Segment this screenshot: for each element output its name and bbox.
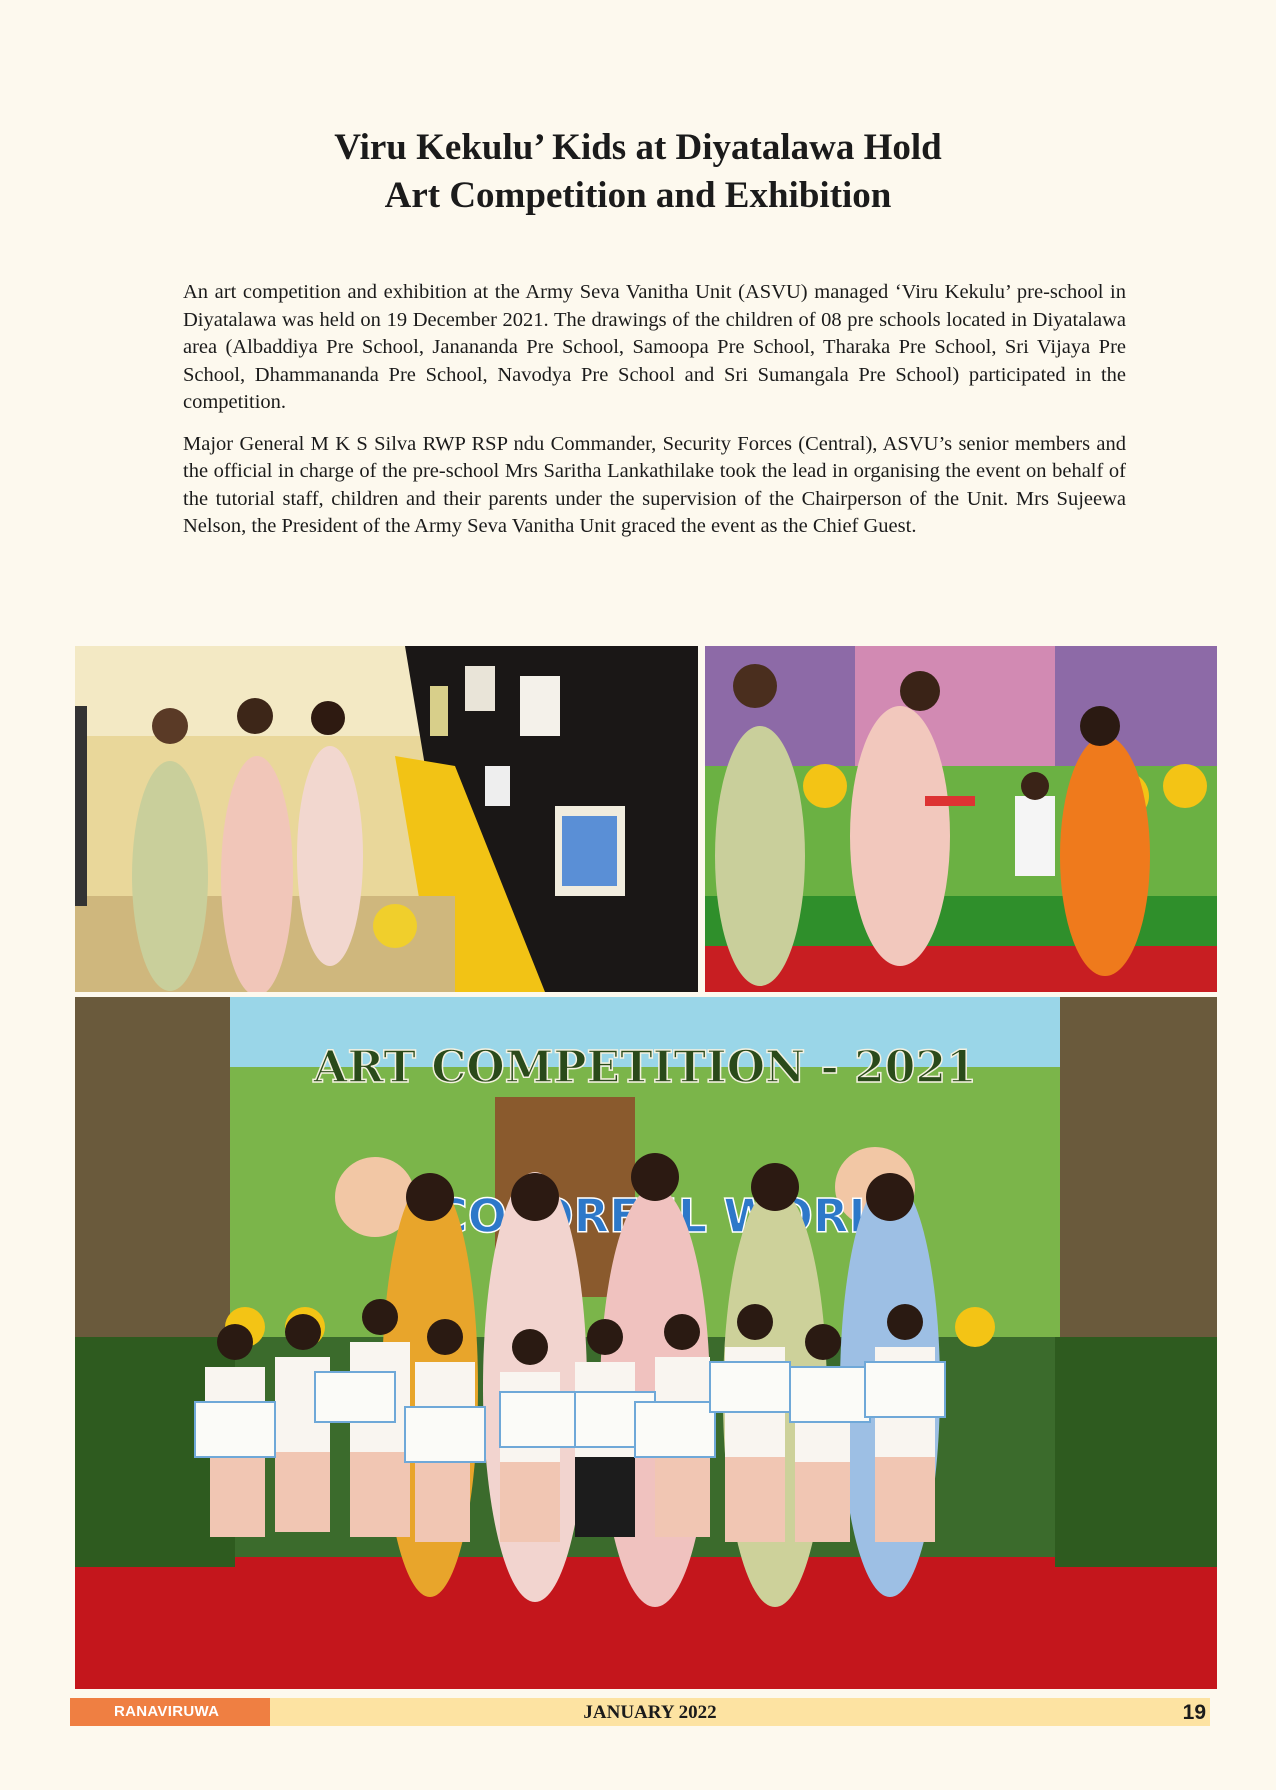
- issue-date: JANUARY 2022: [583, 1702, 717, 1723]
- photo-prize-giving: [705, 646, 1217, 992]
- paragraph-1: An art competition and exhibition at the Army Seva Vanitha Unit (ASVU) managed ‘Viru Kekulu’ pre-school in Diyatalawa was held on 19 December 2021. The drawings of the children of 08 pre schools located in Diyatalawa area (Albaddiya Pre School, Janananda Pre School, Samoopa Pre School, Tharaka Pre School, Sri Vijaya Pre School, Dhammananda Pre School, Navodya Pre School and Sri Sumangala Pre School) participated in the competition.: [183, 281, 1126, 413]
- paragraph-2: Major General M K S Silva RWP RSP ndu Commander, Security Forces (Central), ASVU’s senior members and the official in charge of the pre-school Mrs Saritha Lankathilake took the lead in organising the event on behalf of the tutorial staff, children and their parents under the supervision of the Chairperson of the Unit. Mrs Sujeewa Nelson, the President of the Army Seva Vanitha Unit graced the event as the Chief Guest.: [183, 432, 1126, 537]
- title-line-2: Art Competition and Exhibition: [384, 175, 892, 216]
- magazine-name: RANAVIRUWA: [70, 1698, 270, 1726]
- photo-exhibition-walk: [75, 646, 698, 992]
- title-line-1: Viru Kekulu’ Kids at Diyatalawa Hold: [334, 127, 942, 168]
- banner-subtitle: COLORFUL WORLD: [434, 1189, 916, 1243]
- article-title: [150, 124, 1126, 220]
- article-body: [183, 279, 1126, 555]
- photo-group: [75, 997, 1217, 1689]
- banner-title: ART COMPETITION - 2021: [313, 1042, 977, 1093]
- page-number: 19: [1182, 1701, 1206, 1724]
